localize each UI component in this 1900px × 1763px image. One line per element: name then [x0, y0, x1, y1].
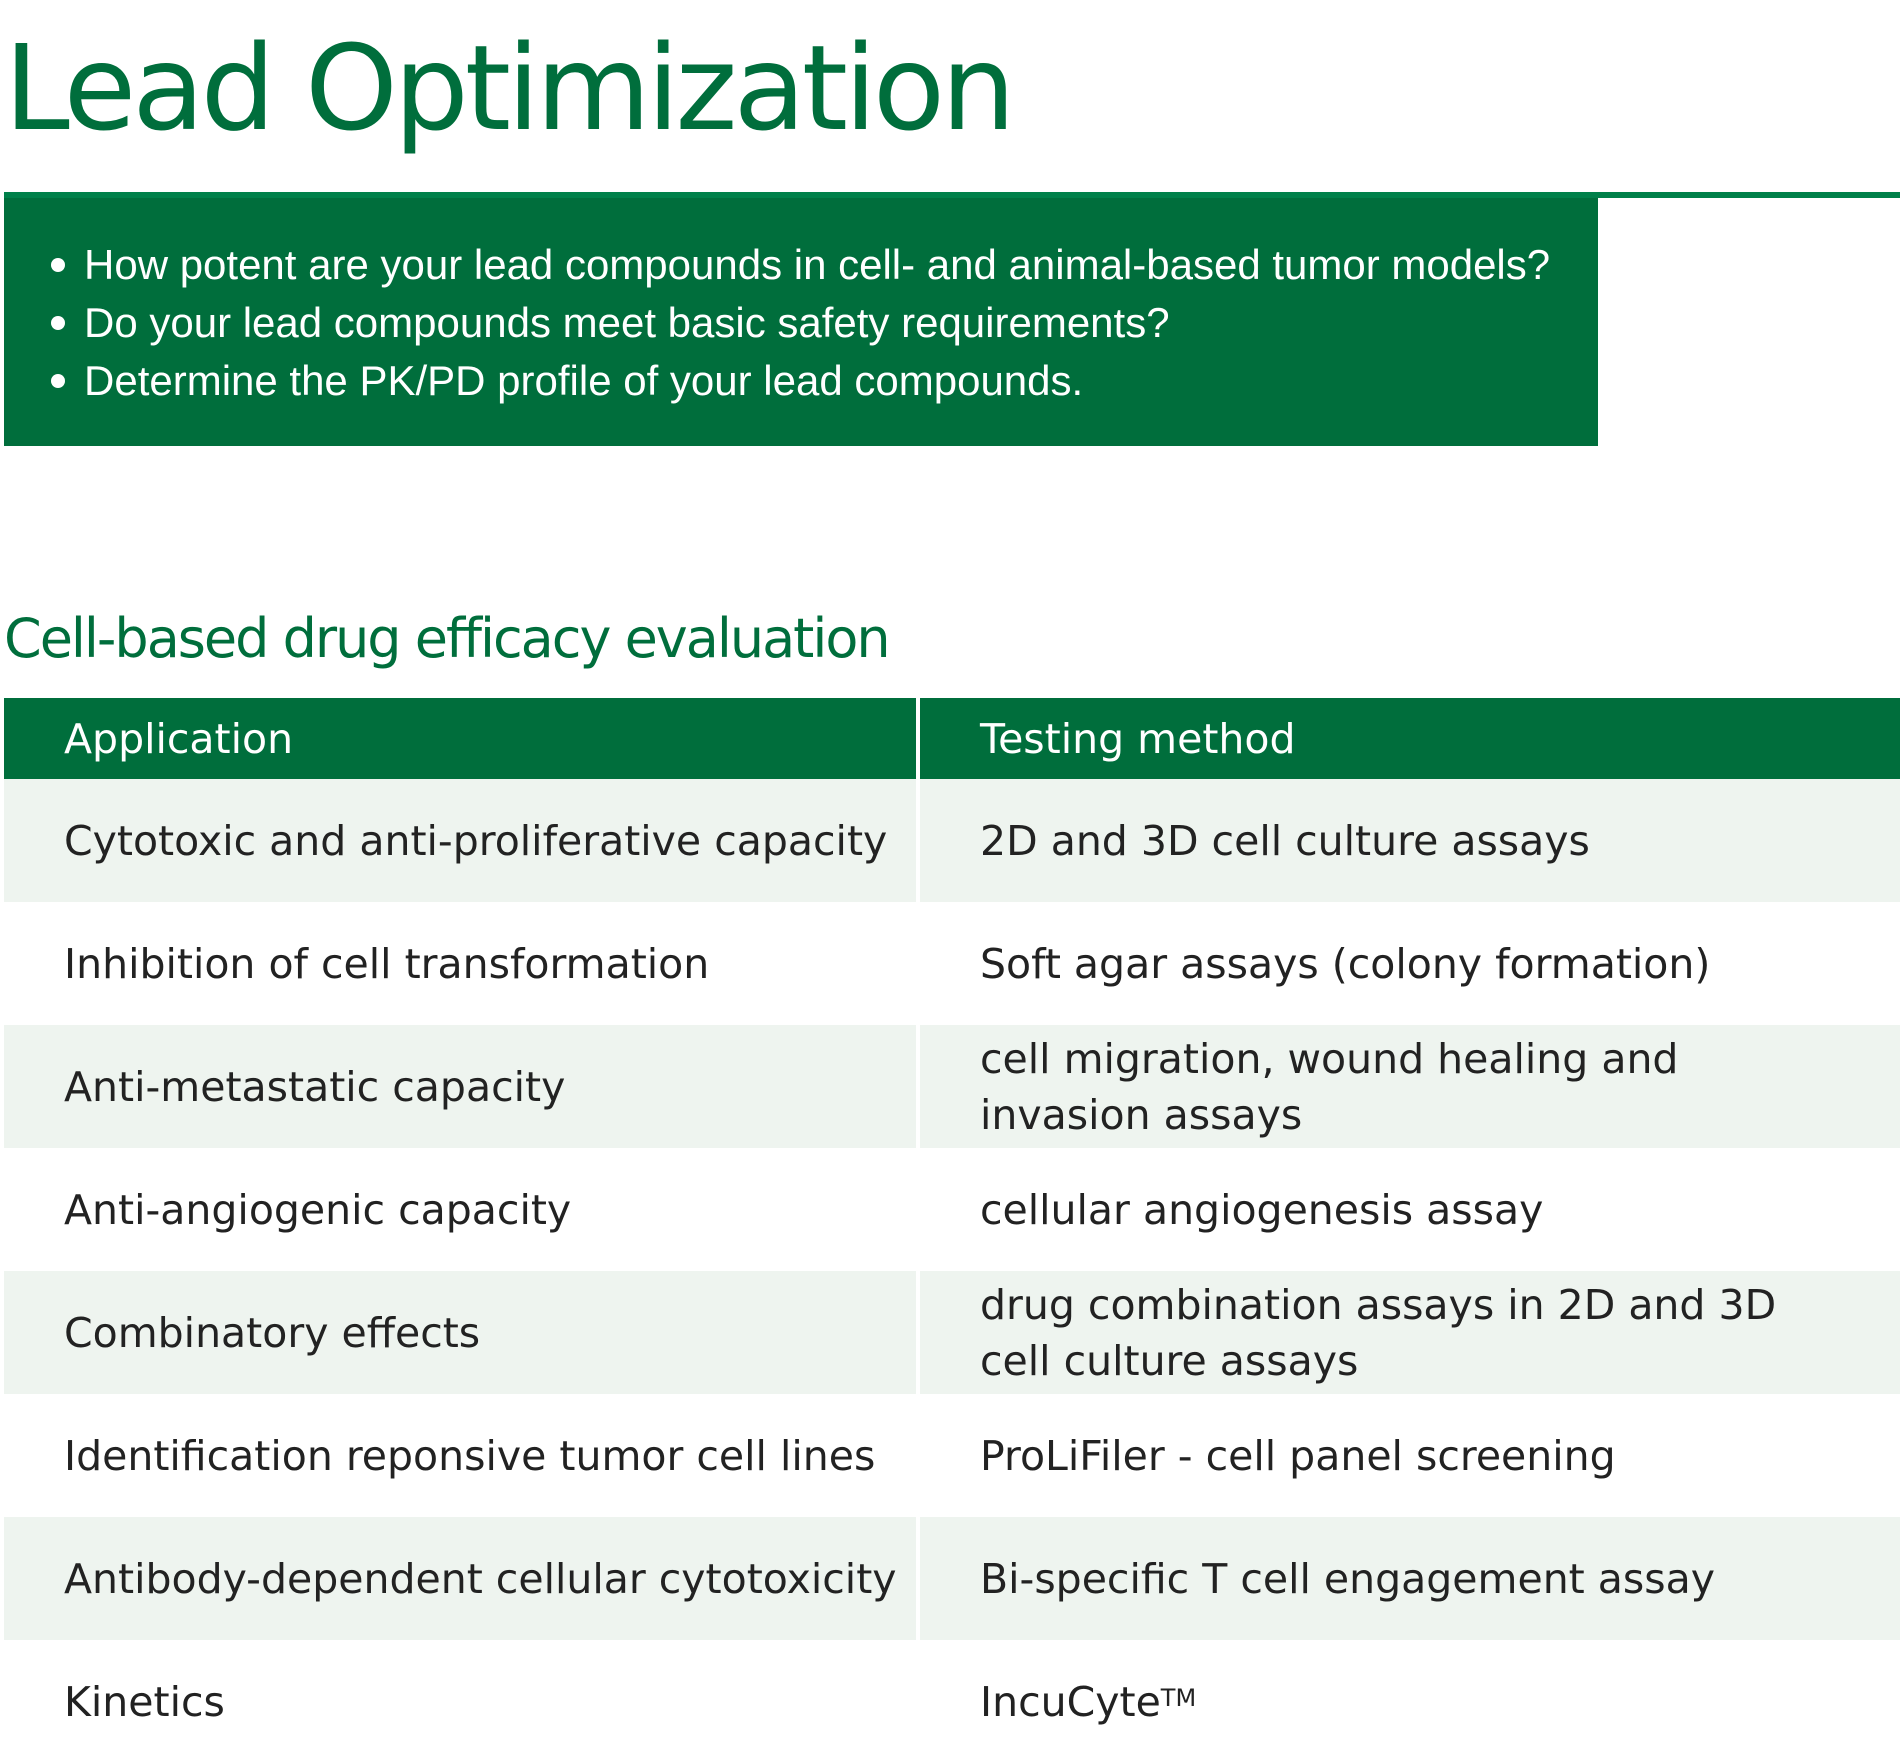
question-text: Do your lead compounds meet basic safety requirements?: [84, 299, 1170, 346]
application-cell: Anti-metastatic capacity: [4, 1025, 916, 1148]
key-questions-list: [44, 236, 1550, 410]
application-cell: Cytotoxic and anti-proliferative capacity: [4, 779, 916, 902]
bullet-icon: [51, 258, 65, 272]
testing-method-cell: cell migration, wound healing and invasion assays: [920, 1025, 1900, 1148]
question-item: [44, 294, 1550, 352]
table-row: [4, 1394, 1900, 1517]
key-questions-box: [4, 198, 1598, 446]
application-cell: Identification reponsive tumor cell lines: [64, 1431, 876, 1480]
question-item: [44, 236, 1550, 294]
question-text: Determine the PK/PD profile of your lead compounds.: [84, 357, 1084, 404]
table-row: [4, 1148, 1900, 1271]
bullet-icon: [51, 374, 65, 388]
testing-method-text: IncuCyte: [980, 1677, 1161, 1726]
application-cell: Combinatory effects: [4, 1271, 916, 1394]
testing-method-cell: Soft agar assays (colony formation): [980, 939, 1711, 988]
table-row: [4, 1640, 1900, 1763]
testing-method-cell: ProLiFiler - cell panel screening: [980, 1431, 1616, 1480]
page-title: Lead Optimization: [4, 19, 1012, 157]
section-title: Cell-based drug efficacy evaluation: [4, 607, 889, 670]
testing-method-cell: 2D and 3D cell culture assays: [920, 779, 1900, 902]
table-row: [4, 1271, 1900, 1394]
testing-method-cell: [920, 1640, 1900, 1763]
application-cell: Antibody-dependent cellular cytotoxicity: [4, 1517, 916, 1640]
table-row: [4, 902, 1900, 1025]
question-item: [44, 352, 1550, 410]
testing-method-cell: drug combination assays in 2D and 3D cell culture assays: [920, 1271, 1900, 1394]
efficacy-table: [4, 698, 1900, 1763]
table-row: [4, 779, 1900, 902]
question-text: How potent are your lead compounds in cell- and animal-based tumor models?: [84, 241, 1551, 288]
table-row: [4, 1025, 1900, 1148]
testing-method-cell: cellular angiogenesis assay: [980, 1185, 1544, 1234]
trademark-superscript: TM: [1160, 1683, 1197, 1712]
table-row: [4, 1517, 1900, 1640]
column-header-application: Application: [4, 698, 916, 779]
application-cell: Inhibition of cell transformation: [64, 939, 710, 988]
column-header-testing-method: Testing method: [920, 698, 1900, 779]
application-cell: Anti-angiogenic capacity: [64, 1185, 572, 1234]
application-cell: Kinetics: [64, 1677, 225, 1726]
testing-method-cell: Bi-specific T cell engagement assay: [920, 1517, 1900, 1640]
bullet-icon: [51, 316, 65, 330]
table-header-row: [4, 698, 1900, 779]
